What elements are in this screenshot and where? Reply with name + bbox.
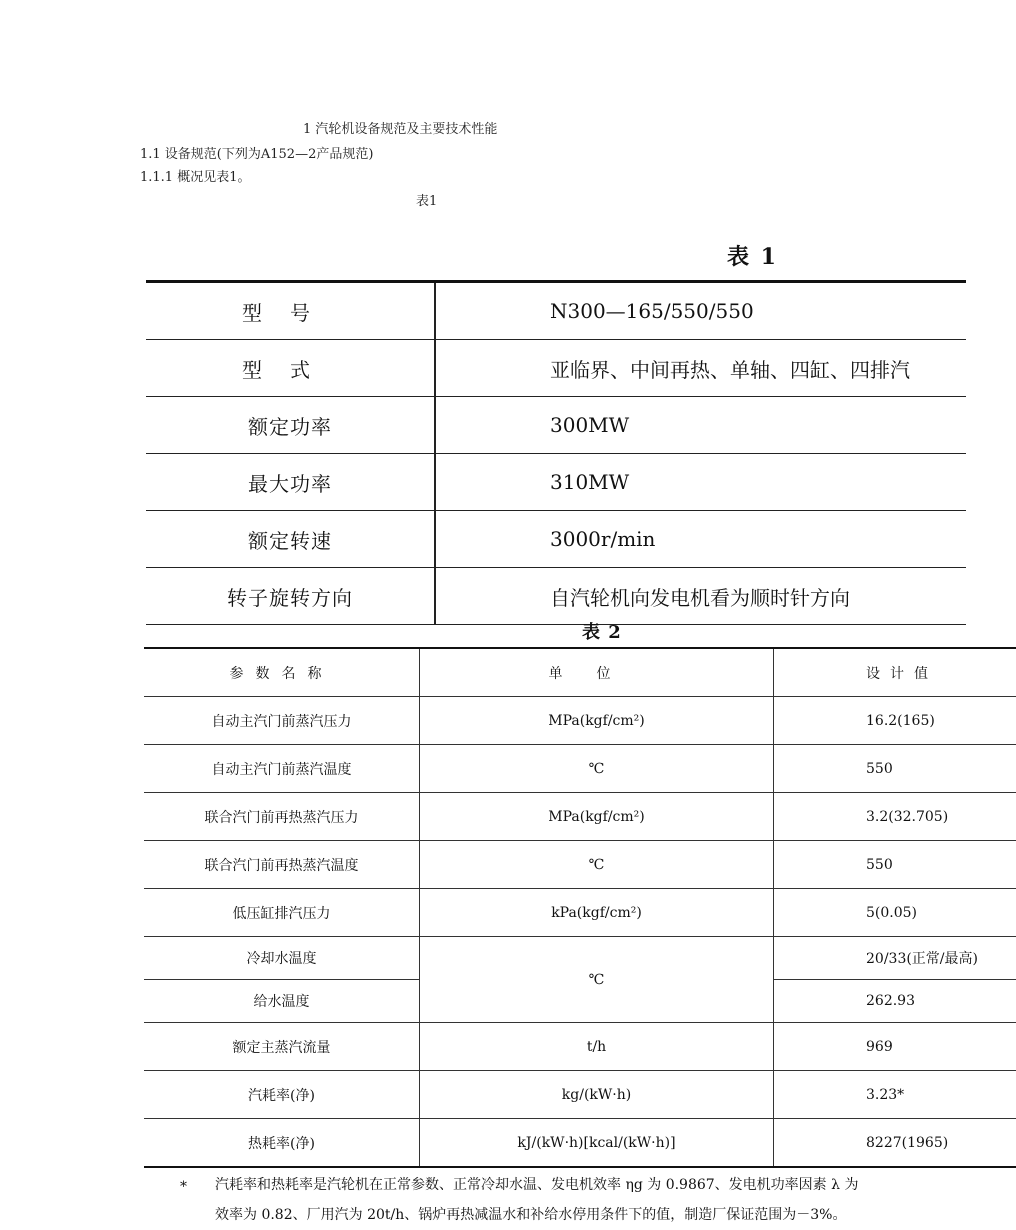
header-design-value: 设计值 bbox=[866, 665, 938, 682]
param-name: 热耗率(净) bbox=[144, 1119, 420, 1168]
param-name: 自动主汽门前蒸汽温度 bbox=[144, 745, 420, 793]
table-row bbox=[144, 1119, 1016, 1168]
subsection-heading: 1.1 设备规范(下列为A152—2产品规范) bbox=[140, 147, 374, 162]
param-unit: kg/(kW·h) bbox=[420, 1071, 774, 1119]
table-row bbox=[146, 568, 966, 625]
table1-key: 型号 bbox=[146, 282, 435, 340]
table1-key: 额定功率 bbox=[146, 397, 435, 454]
table2-scan bbox=[144, 647, 978, 1163]
header-param-name: 参数名称 bbox=[229, 665, 334, 682]
header-unit: 单位 bbox=[548, 665, 645, 682]
table1-scan bbox=[146, 280, 950, 612]
param-value: 550 bbox=[774, 841, 1016, 889]
subsection-text: 1.1.1 概况见表1。 bbox=[140, 170, 251, 185]
footnote-marker: * bbox=[180, 1179, 187, 1195]
table1-value: 亚临界、中间再热、单轴、四缸、四排汽 bbox=[435, 340, 966, 397]
table-caption: 表1 bbox=[416, 194, 438, 209]
param-value: 550 bbox=[774, 745, 1016, 793]
footnote-line: 汽耗率和热耗率是汽轮机在正常参数、正常冷却水温、发电机效率 ηg 为 0.9867、发电机功率因素 λ 为 bbox=[215, 1177, 859, 1193]
param-name: 联合汽门前再热蒸汽压力 bbox=[144, 793, 420, 841]
table2-title: 表 2 bbox=[582, 622, 622, 643]
param-unit: kPa(kgf/cm²) bbox=[420, 889, 774, 937]
table1 bbox=[146, 280, 966, 625]
param-name: 自动主汽门前蒸汽压力 bbox=[144, 697, 420, 745]
table1-key: 额定转速 bbox=[146, 511, 435, 568]
footnote-line: 效率为 0.82、厂用汽为 20t/h、锅炉再热减温水和补给水停用条件下的值，制造厂保证范围为－3%。 bbox=[215, 1207, 847, 1223]
table1-key: 转子旋转方向 bbox=[146, 568, 435, 625]
table-row bbox=[144, 1023, 1016, 1071]
table1-value: 自汽轮机向发电机看为顺时针方向 bbox=[435, 568, 966, 625]
param-value: 969 bbox=[774, 1023, 1016, 1071]
table-row bbox=[146, 454, 966, 511]
table1-value: N300—165/550/550 bbox=[435, 282, 966, 340]
param-value: 20/33(正常/最高) bbox=[774, 937, 1016, 980]
param-name: 冷却水温度 bbox=[144, 937, 420, 980]
param-value: 3.2(32.705) bbox=[774, 793, 1016, 841]
table-row bbox=[144, 841, 1016, 889]
table-row bbox=[144, 793, 1016, 841]
table-row bbox=[146, 340, 966, 397]
table-row bbox=[144, 889, 1016, 937]
param-name: 给水温度 bbox=[144, 980, 420, 1023]
table1-value: 300MW bbox=[435, 397, 966, 454]
param-value: 3.23* bbox=[774, 1071, 1016, 1119]
table1-key: 型式 bbox=[146, 340, 435, 397]
param-unit: MPa(kgf/cm²) bbox=[420, 793, 774, 841]
param-name: 额定主蒸汽流量 bbox=[144, 1023, 420, 1071]
param-unit: t/h bbox=[420, 1023, 774, 1071]
param-unit: MPa(kgf/cm²) bbox=[420, 697, 774, 745]
table-row bbox=[144, 697, 1016, 745]
param-unit: kJ/(kW·h)[kcal/(kW·h)] bbox=[420, 1119, 774, 1168]
param-unit: ℃ bbox=[420, 745, 774, 793]
param-name: 低压缸排汽压力 bbox=[144, 889, 420, 937]
table-row bbox=[144, 937, 1016, 980]
param-value: 8227(1965) bbox=[774, 1119, 1016, 1168]
table1-key: 最大功率 bbox=[146, 454, 435, 511]
param-unit: ℃ bbox=[420, 841, 774, 889]
section-heading: 1 汽轮机设备规范及主要技术性能 bbox=[303, 122, 498, 137]
table1-value: 3000r/min bbox=[435, 511, 966, 568]
param-unit: ℃ bbox=[420, 937, 774, 1023]
table-row bbox=[146, 397, 966, 454]
table-row bbox=[144, 745, 1016, 793]
table1-title: 表 1 bbox=[727, 244, 778, 270]
param-name: 联合汽门前再热蒸汽温度 bbox=[144, 841, 420, 889]
table1-value: 310MW bbox=[435, 454, 966, 511]
param-value: 5(0.05) bbox=[774, 889, 1016, 937]
table2 bbox=[144, 647, 1016, 1168]
table-row bbox=[146, 511, 966, 568]
table-row bbox=[144, 1071, 1016, 1119]
param-value: 262.93 bbox=[774, 980, 1016, 1023]
param-name: 汽耗率(净) bbox=[144, 1071, 420, 1119]
param-value: 16.2(165) bbox=[774, 697, 1016, 745]
table-header-row bbox=[144, 648, 1016, 697]
table-row bbox=[146, 282, 966, 340]
